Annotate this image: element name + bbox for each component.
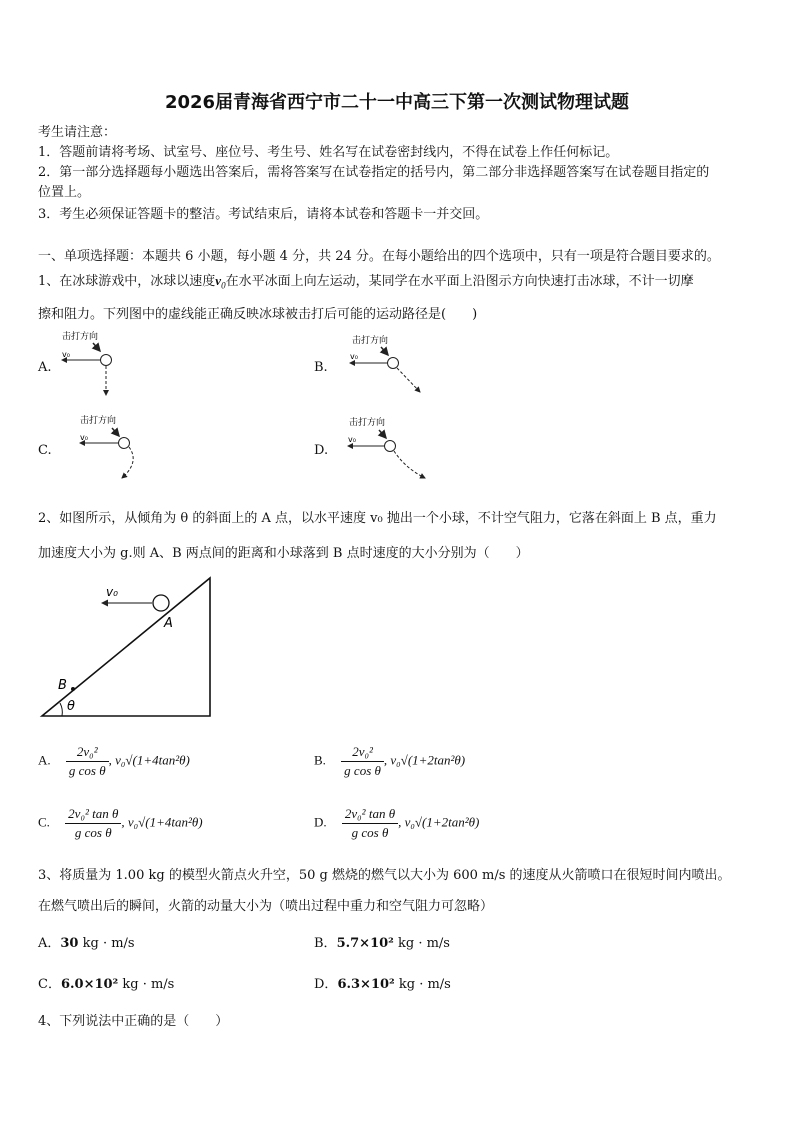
section-heading: 一、单项选择题：本题共 6 小题，每小题 4 分，共 24 分。在每小题给出的四个选项中，只有一项是符合题目要求的。	[38, 249, 720, 264]
hit-arrow-icon	[93, 343, 100, 351]
svg-text:B: B	[58, 678, 67, 693]
svg-text:v₀: v₀	[348, 435, 356, 444]
q1-option-b[interactable]: B.	[314, 360, 328, 375]
svg-text:击打方向: 击打方向	[349, 418, 386, 428]
q2-option-a[interactable]: A. $\frac{\text{2v₀²}}{\text{g cos θ}}$ , v₀√(1+4tan²θ)	[38, 744, 190, 778]
q2-option-d[interactable]: D. $\frac{\text{2v₀² tan θ}}{\text{g cos θ}}$ , v₀√(1+2tan²θ)	[314, 806, 480, 840]
notice-heading: 考生请注意：	[38, 125, 117, 140]
q1-figure-a	[62, 330, 112, 395]
svg-text:击打方向: 击打方向	[352, 336, 389, 346]
q3-option-b[interactable]: B．5.7×10² kg · m/s	[314, 936, 450, 951]
svg-text:A: A	[164, 616, 173, 631]
q3-option-d[interactable]: D．6.3×10² kg · m/s	[314, 977, 451, 992]
q2-text-line1: 2、如图所示，从倾角为 θ 的斜面上的 A 点，以水平速度 v₀ 抛出一个小球，不计空气阻力，它落在斜面上 B 点，重力	[38, 511, 717, 526]
page-title: 2026届青海省西宁市二十一中高三下第一次测试物理试题	[164, 92, 630, 113]
incline-triangle	[42, 578, 210, 716]
q1-figure-b	[350, 334, 420, 392]
q1-figure-c	[80, 414, 133, 478]
notice-item: 3．考生必须保证答题卡的整洁。考试结束后，请将本试卷和答题卡一并交回。	[38, 207, 489, 222]
q4-text-line1: 4、下列说法中正确的是（ ）	[38, 1014, 229, 1029]
q2-incline-figure	[30, 570, 230, 725]
q2-text-line2: 加速度大小为 g.则 A、B 两点间的距离和小球落到 B 点时速度的大小分别为（ ）	[38, 546, 529, 561]
ball	[153, 595, 169, 611]
q1-text-line1: 1、在冰球游戏中，冰球以速度$v_0$在水平冰面上向左运动，某同学在水平面上沿图示方向快速打击冰球，不计一切摩	[38, 273, 694, 291]
q3-text-line1: 3、将质量为 1.00 kg 的模型火箭点火升空，50 g 燃烧的燃气以大小为 600 m/s 的速度从火箭喷口在很短时间内喷出。	[38, 868, 731, 883]
svg-text:v₀: v₀	[80, 433, 88, 442]
q1-figures	[0, 0, 794, 520]
notice-item: 位置上。	[38, 185, 91, 200]
velocity-label: v₀	[62, 350, 70, 359]
q2-option-c[interactable]: C. $\frac{\text{2v₀² tan θ}}{\text{g cos θ}}$ , v₀√(1+4tan²θ)	[38, 806, 203, 840]
hit-direction-label: 击打方向	[62, 332, 99, 342]
notice-item: 1．答题前请将考场、试室号、座位号、考生号、姓名写在试卷密封线内，不得在试卷上作任何标记。	[38, 145, 619, 160]
q3-option-a[interactable]: A．30 kg · m/s	[38, 936, 135, 951]
svg-text:θ: θ	[67, 699, 75, 714]
q2-option-b[interactable]: B. $\frac{\text{2v₀²}}{\text{g cos θ}}$ , v₀√(1+2tan²θ)	[314, 744, 466, 778]
point-b	[71, 687, 75, 691]
q1-text-line2: 擦和阻力。下列图中的虚线能正确反映冰球被击打后可能的运动路径是( )	[38, 307, 478, 322]
q1-option-c[interactable]: C.	[38, 443, 52, 458]
q1-option-a[interactable]: A.	[38, 360, 52, 375]
svg-text:v₀: v₀	[106, 585, 118, 599]
notice-item: 2．第一部分选择题每小题选出答案后，需将答案写在试卷指定的括号内，第二部分非选择题答案写在试卷题目指定的	[38, 165, 710, 180]
svg-text:击打方向: 击打方向	[80, 416, 117, 426]
svg-text:v₀: v₀	[350, 352, 358, 361]
q3-option-c[interactable]: C．6.0×10² kg · m/s	[38, 977, 175, 992]
q1-figure-d	[348, 416, 425, 478]
q3-text-line2: 在燃气喷出后的瞬间，火箭的动量大小为（喷出过程中重力和空气阻力可忽略）	[38, 899, 494, 914]
q1-option-d[interactable]: D.	[314, 443, 329, 458]
